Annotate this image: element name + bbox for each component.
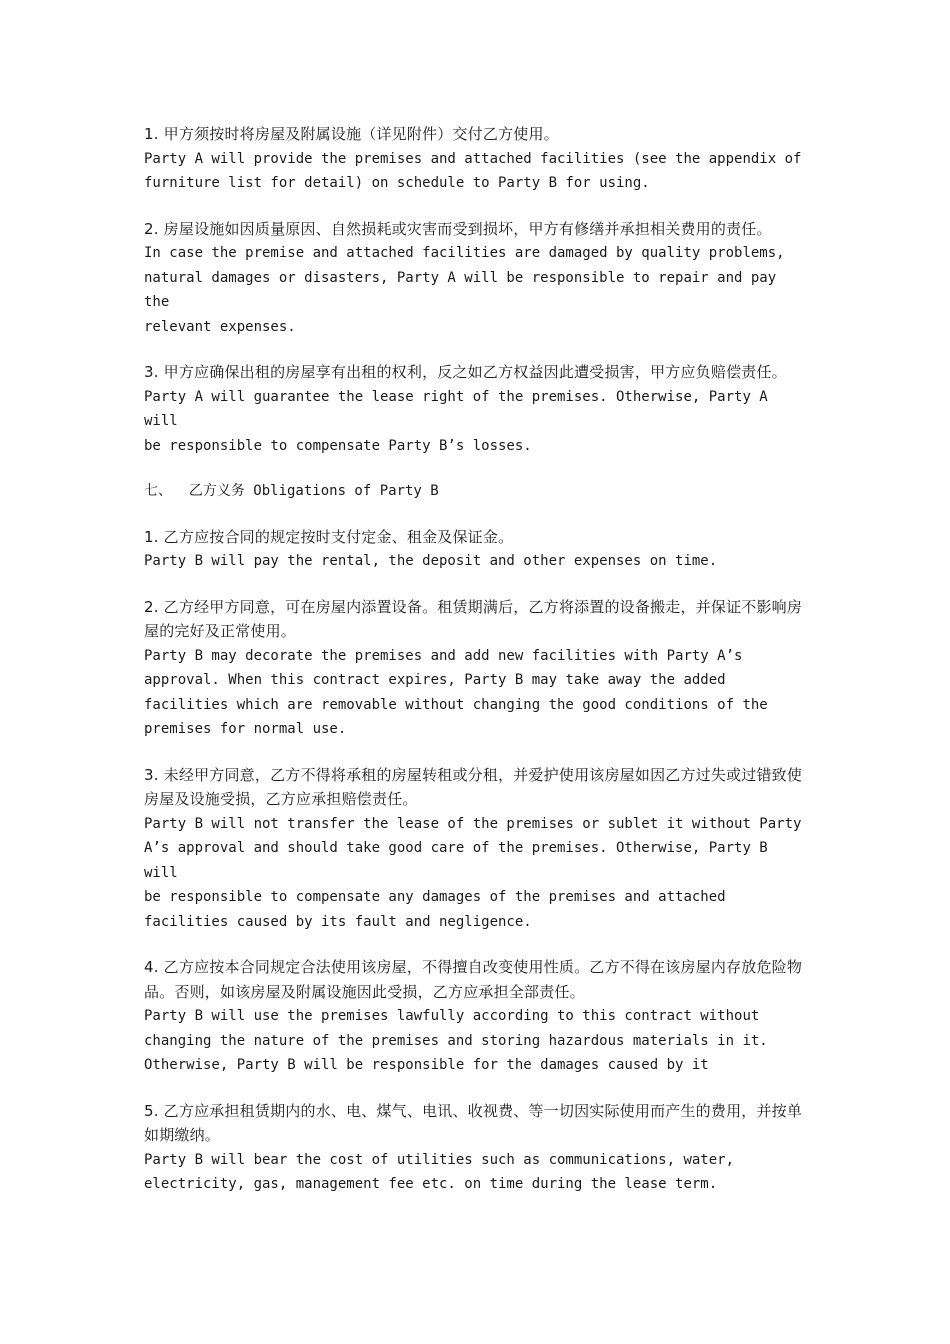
clause-zh-text: 1. 甲方须按时将房屋及附属设施（详见附件）交付乙方使用。 (144, 125, 559, 143)
clause-en-line: A’s approval and should take good care of the premises. Otherwise, Party B will (144, 840, 777, 881)
clause-en-line: Party B will bear the cost of utilities such as communications, water, (144, 1151, 735, 1168)
clause-zh-text: 2. 房屋设施如因质量原因、自然损耗或灾害而受到损坏，甲方有修缮并承担相关费用的责任。 (144, 219, 772, 238)
clause-en-line: electricity, gas, management fee etc. on time during the lease term. (144, 1176, 718, 1192)
clause-en-line: facilities which are removable without changing the good conditions of the (144, 696, 768, 713)
clause-en-line: natural damages or disasters, Party A will be responsible to repair and pay the (144, 269, 785, 310)
clause-en-line: Party B will not transfer the lease of the premises or sublet it without Party (144, 815, 802, 832)
clause-a-2 (144, 217, 808, 340)
clause-en-line: relevant expenses. (144, 318, 296, 335)
clause-a-3 (144, 360, 808, 458)
clause-en-line: premises for normal use. (144, 721, 347, 737)
clause-zh-text: 2. 乙方经甲方同意，可在房屋内添置设备。租赁期满后，乙方将添置的设备搬走，并保证不影响房屋的完好及正常使用。 (144, 597, 803, 640)
clause-b-4 (144, 955, 808, 1078)
section-heading: 七、 乙方义务 Obligations of Party B (144, 483, 439, 499)
clause-en-line: In case the premise and attached facilities are damaged by quality problems, (144, 245, 785, 261)
clause-zh-text: 3. 未经甲方同意，乙方不得将承租的房屋转租或分租，并爱护使用该房屋如因乙方过失或过错致使房屋及设施受损，乙方应承担赔偿责任。 (144, 765, 803, 808)
clause-en-line: be responsible to compensate Party B’s losses. (144, 437, 532, 454)
clause-en-line: Party B may decorate the premises and add new facilities with Party A’s (144, 647, 743, 664)
clause-en-line: furniture list for detail) on schedule to Party B for using. (144, 175, 650, 191)
clause-en-line: Party B will use the premises lawfully according to this contract without (144, 1008, 760, 1024)
clause-b-3 (144, 763, 808, 935)
clause-en-line: facilities caused by its fault and negligence. (144, 913, 532, 930)
clause-en-line: changing the nature of the premises and storing hazardous materials in it. (144, 1032, 768, 1049)
clause-b-2 (144, 595, 808, 742)
clause-zh-text: 4. 乙方应按本合同规定合法使用该房屋，不得擅自改变使用性质。乙方不得在该房屋内存放危险物品。否则，如该房屋及附属设施因此受损，乙方应承担全部责任。 (144, 958, 803, 1001)
clause-zh-text: 1. 乙方应按合同的规定按时支付定金、租金及保证金。 (144, 527, 514, 546)
clause-en-line: Otherwise, Party B will be responsible for the damages caused by it (144, 1057, 709, 1073)
clause-en-line: Party A will guarantee the lease right of the premises. Otherwise, Party A will (144, 388, 777, 429)
document-body (144, 122, 808, 1218)
clause-en-line: approval. When this contract expires, Party B may take away the added (144, 672, 726, 688)
clause-en-line: be responsible to compensate any damages of the premises and attached (144, 889, 726, 905)
clause-b-1 (144, 525, 808, 574)
clause-zh-text: 5. 乙方应承担租赁期内的水、电、煤气、电讯、收视费、等一切因实际使用而产生的费用，并按单如期缴纳。 (144, 1101, 803, 1144)
clause-en-line: Party A will provide the premises and attached facilities (see the appendix of (144, 150, 802, 167)
clause-a-1 (144, 122, 808, 196)
clause-b-5 (144, 1099, 808, 1197)
clause-en-line: Party B will pay the rental, the deposit and other expenses on time. (144, 553, 718, 569)
clause-zh-text: 3. 甲方应确保出租的房屋享有出租的权利，反之如乙方权益因此遭受损害，甲方应负赔偿责任。 (144, 363, 787, 381)
